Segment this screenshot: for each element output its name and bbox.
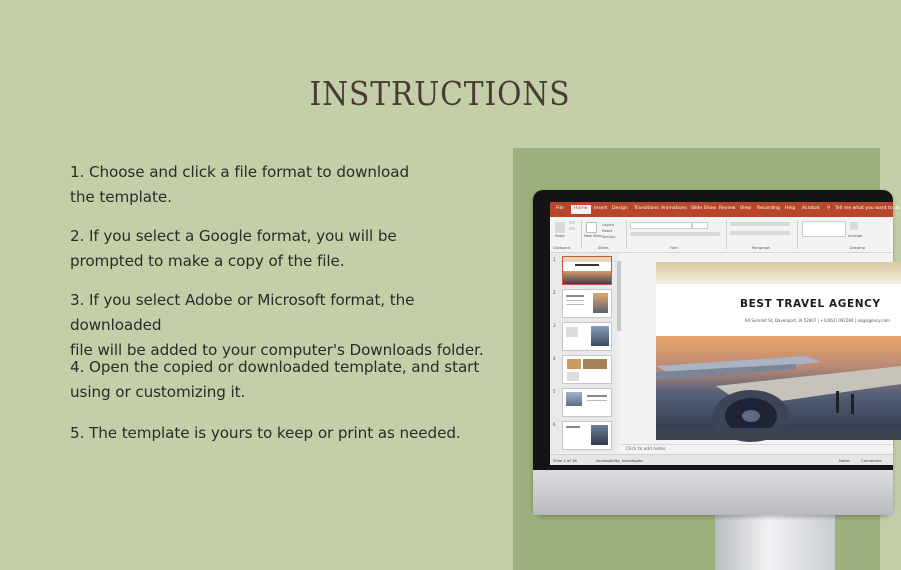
step-2-line-1: 2. If you select a Google format, you will be <box>70 227 397 245</box>
tab-view[interactable]: View <box>740 206 751 211</box>
new-slide-icon[interactable] <box>586 222 597 233</box>
tab-acrobat[interactable]: Acrobat <box>802 206 820 211</box>
step-4-line-2: using or customizing it. <box>70 383 246 401</box>
step-3-line-2: file will be added to your computer's Downloads folder. <box>70 341 484 359</box>
tab-home[interactable]: Home <box>571 205 591 214</box>
instruction-step-1 <box>70 160 510 210</box>
slide-header-band <box>656 262 901 284</box>
section-button[interactable]: Section <box>602 235 616 239</box>
airplane-illustration <box>656 336 901 440</box>
tab-insert[interactable]: Insert <box>594 206 608 211</box>
paste-button[interactable]: Paste <box>555 234 565 238</box>
paste-icon[interactable] <box>555 222 565 233</box>
font-size-select[interactable] <box>692 222 708 229</box>
instruction-step-5 <box>70 421 510 446</box>
ribbon-tab-bar <box>550 202 900 217</box>
tab-recording[interactable]: Recording <box>757 206 780 211</box>
font-name-select[interactable] <box>630 222 692 229</box>
thumbnail-scrollbar[interactable] <box>617 253 621 453</box>
slide-thumbnail[interactable] <box>562 322 612 351</box>
divider <box>626 220 627 249</box>
font-format-buttons[interactable] <box>630 232 720 236</box>
step-1-line-2: the template. <box>70 188 172 206</box>
airplane-photo <box>656 336 901 440</box>
monitor-stand <box>715 512 835 570</box>
accessibility-status[interactable]: Accessibility: Investigate <box>596 458 643 463</box>
tab-help[interactable]: Help <box>785 206 796 211</box>
tab-transitions[interactable]: Transitions <box>634 206 659 211</box>
step-4-line-1: 4. Open the copied or downloaded template, and start <box>70 358 480 376</box>
tab-slide-show[interactable]: Slide Show <box>691 206 717 211</box>
group-drawing: Drawing <box>850 246 865 250</box>
slide-thumbnail[interactable] <box>562 256 612 285</box>
tab-file[interactable]: File <box>556 206 564 211</box>
thumb-number: 1 <box>553 257 556 262</box>
ribbon-home <box>550 217 893 253</box>
tab-design[interactable]: Design <box>612 206 628 211</box>
status-bar <box>550 454 893 465</box>
notes-toggle[interactable]: Notes <box>839 458 850 463</box>
page-title: INSTRUCTIONS <box>309 74 571 113</box>
step-5-line-1: 5. The template is yours to keep or print as needed. <box>70 424 461 442</box>
divider <box>797 220 798 249</box>
new-slide-button[interactable]: New Slide <box>584 234 602 238</box>
cut-icon[interactable] <box>569 221 575 224</box>
slide-thumbnail-pane <box>550 253 618 453</box>
reset-button[interactable]: Reset <box>602 229 613 233</box>
step-1-line-1: 1. Choose and click a file format to download <box>70 163 409 181</box>
monitor <box>533 190 900 515</box>
instruction-step-4 <box>70 355 510 405</box>
notes-placeholder[interactable]: Click to add notes <box>626 447 666 452</box>
slide-canvas[interactable] <box>656 262 901 440</box>
divider <box>581 220 582 249</box>
search-icon[interactable]: ⚲ <box>827 206 831 211</box>
group-slides: Slides <box>598 246 609 250</box>
step-2-line-2: prompted to make a copy of the file. <box>70 252 345 270</box>
group-paragraph: Paragraph <box>752 246 771 250</box>
thumb-number: 5 <box>553 389 556 394</box>
group-font: Font <box>670 246 678 250</box>
slide-thumbnail[interactable] <box>562 355 612 384</box>
paragraph-buttons[interactable] <box>730 222 790 226</box>
copy-icon[interactable] <box>569 227 575 230</box>
slide-count: Slide 1 of 16 <box>553 458 577 463</box>
divider <box>726 220 727 249</box>
alignment-buttons[interactable] <box>730 231 790 235</box>
arrange-icon[interactable] <box>850 222 858 230</box>
slide-thumbnail[interactable] <box>562 289 612 318</box>
arrange-button[interactable]: Arrange <box>848 234 863 238</box>
instruction-step-3 <box>70 288 510 363</box>
thumb-number: 2 <box>553 290 556 295</box>
notes-pane[interactable] <box>621 444 893 454</box>
slide-thumbnail[interactable] <box>562 388 612 417</box>
monitor-chin <box>533 470 893 515</box>
thumb-number: 6 <box>553 422 556 427</box>
instruction-step-2 <box>70 224 510 274</box>
tab-animations[interactable]: Animations <box>661 206 687 211</box>
thumb-number: 4 <box>553 356 556 361</box>
shapes-gallery[interactable] <box>802 221 846 237</box>
group-clipboard: Clipboard <box>553 246 571 250</box>
thumb-number: 3 <box>553 323 556 328</box>
slide-address[interactable]: 94 Summit St, Davenport, IA 52807 | +1(062) 092284 | ok@agency.com <box>745 318 890 323</box>
slide-title[interactable]: BEST TRAVEL AGENCY <box>740 298 881 310</box>
layout-button[interactable]: Layout <box>602 223 615 227</box>
slide-thumbnail[interactable] <box>562 421 612 450</box>
tab-review[interactable]: Review <box>719 206 736 211</box>
tell-me-box[interactable]: Tell me what you want to do <box>835 206 900 211</box>
step-3-line-1: 3. If you select Adobe or Microsoft format, the downloaded <box>70 291 415 334</box>
scrollbar-thumb[interactable] <box>617 261 621 331</box>
comments-toggle[interactable]: Comments <box>861 458 882 463</box>
powerpoint-window <box>550 202 900 464</box>
